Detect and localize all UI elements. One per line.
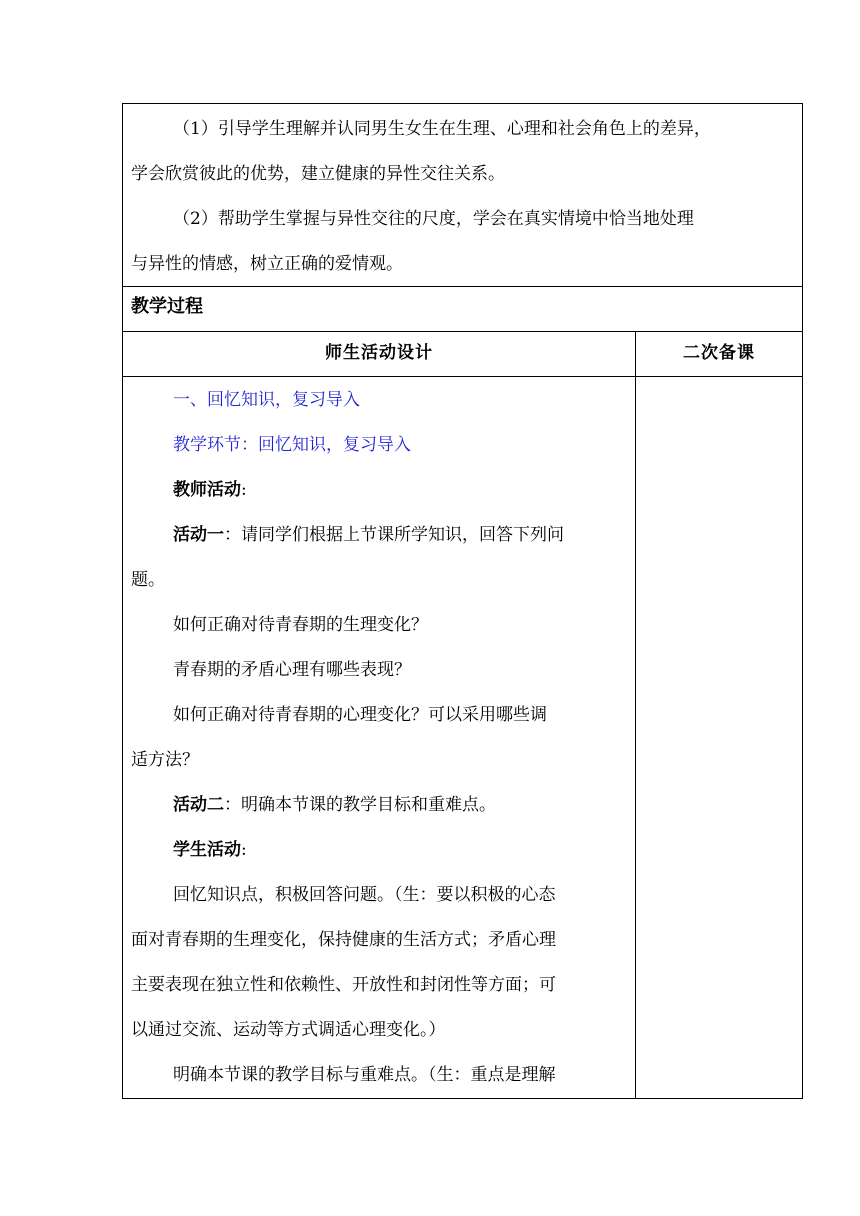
activity-2-text: ：明确本节课的教学目标和重难点。 (224, 795, 496, 815)
activity-1-text: ：请同学们根据上节课所学知识，回答下列问 (224, 525, 564, 545)
row-divider-objectives (123, 286, 802, 287)
teaching-step-heading: 教学环节：回忆知识，复习导入 (173, 435, 411, 455)
student-activity-label: 学生活动 (173, 840, 241, 860)
student-answer-line-4: 以通过交流、运动等方式调适心理变化。） (131, 1020, 446, 1040)
student-answer-line-1: 回忆知识点，积极回答问题。（生：要以积极的心态 (173, 885, 556, 905)
objective-1-line-2: 学会欣赏彼此的优势，建立健康的异性交往关系。 (131, 164, 505, 184)
teacher-activity-heading (173, 479, 247, 501)
row-divider-section (123, 331, 802, 332)
objective-1-line-1: （1）引导学生理解并认同男生女生在生理、心理和社会角色上的差异， (173, 119, 711, 139)
teacher-activity-colon: : (241, 480, 247, 500)
lesson-heading: 一、回忆知识，复习导入 (173, 390, 360, 410)
student-activity-heading (173, 839, 247, 861)
student-goal-line-1: 明确本节课的教学目标与重难点。（生：重点是理解 (173, 1065, 556, 1085)
question-3-line-1: 如何正确对待青春期的心理变化？可以采用哪些调 (173, 705, 547, 725)
student-activity-colon: : (241, 840, 247, 860)
teacher-activity-label: 教师活动 (173, 480, 241, 500)
activity-2-label: 活动二 (173, 795, 224, 815)
column-header-second-prep: 二次备课 (683, 343, 755, 363)
activity-2 (173, 794, 496, 816)
question-2: 青春期的矛盾心理有哪些表现？ (173, 660, 411, 680)
lesson-plan-table (122, 103, 803, 1099)
objective-2-line-1: （2）帮助学生掌握与异性交往的尺度，学会在真实情境中恰当地处理 (173, 209, 694, 229)
activity-1-line-2: 题。 (131, 570, 165, 590)
activity-1-line-1 (173, 524, 564, 546)
student-answer-line-2: 面对青春期的生理变化，保持健康的生活方式；矛盾心理 (131, 930, 556, 950)
question-1: 如何正确对待青春期的生理变化？ (173, 615, 428, 635)
activity-1-label: 活动一 (173, 525, 224, 545)
student-answer-line-3: 主要表现在独立性和依赖性、开放性和封闭性等方面；可 (131, 975, 556, 995)
objective-2-line-2: 与异性的情感，树立正确的爱情观。 (131, 254, 403, 274)
second-prep-cell (636, 377, 802, 1098)
column-header-activities: 师生活动设计 (325, 343, 433, 363)
section-title: 教学过程 (131, 296, 203, 317)
question-3-line-2: 适方法？ (131, 750, 199, 770)
